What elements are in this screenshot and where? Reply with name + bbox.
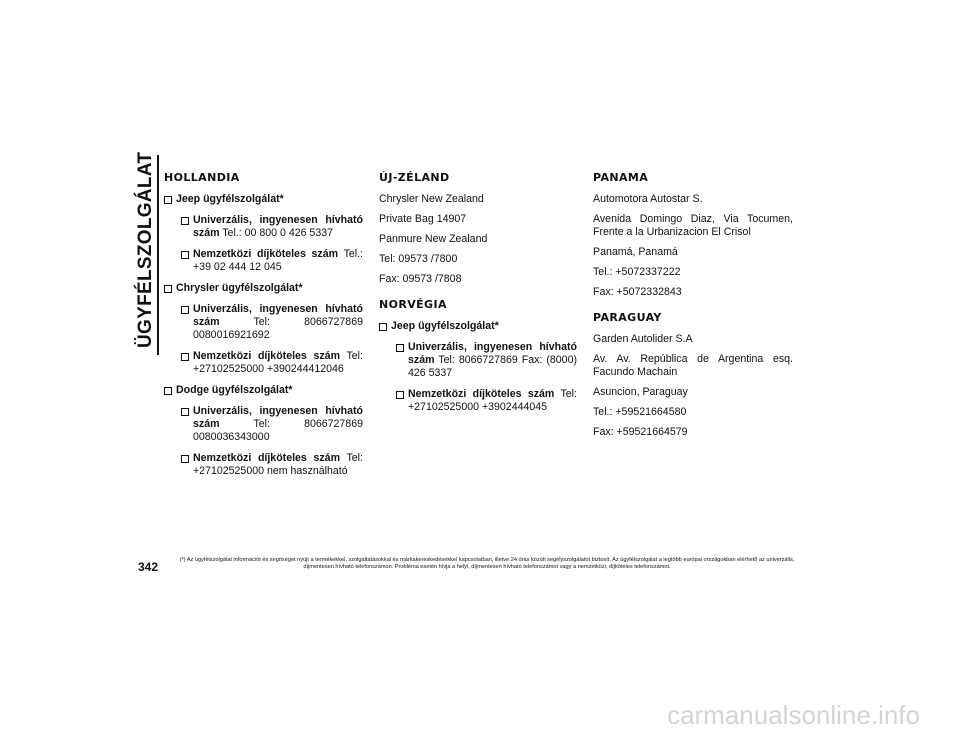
footnote: (*) Az ügyfélszolgálat információt és segítséget nyújt a termékekkel, szolgáltatásokkal és márkakereskedésekkel kapcsolatban, illetve 24 órás közúti segélyszolgálatot biztosít. Az ügyfélszolgálat a legtöbb európai országokban elérhető az univerzális, díjmentesen hívható telefonszámon. Probléma esetén hívja a helyi, díjmentesen hívható telefonszámot vagy a nemzetközi, díjköteles telefonszámot. <box>179 557 795 570</box>
list-item-jeep-universal <box>181 214 363 240</box>
national-label: Nemzetközi díjköteles szám <box>408 388 555 400</box>
checkbox-bullet-icon <box>379 323 387 331</box>
national-label: Nemzetközi díjköteles szám <box>193 350 340 362</box>
checkbox-bullet-icon <box>181 353 189 361</box>
address-line: Av. Av. República de Argentina esq. Facundo Machain <box>593 353 793 378</box>
checkbox-bullet-icon <box>164 285 172 293</box>
column-new-zealand-norway <box>379 171 577 422</box>
jeep-label: Jeep ügyfélszolgálat* <box>176 193 284 205</box>
universal-number: Tel: 8066727869 0080036343000 <box>193 418 363 443</box>
list-item-jeep <box>164 193 363 206</box>
universal-number: Tel: 8066727869 0080016921692 <box>193 316 363 341</box>
checkbox-bullet-icon <box>181 217 189 225</box>
section-side-title: ÜGYFÉLSZOLGÁLAT <box>135 151 156 348</box>
universal-label: Univerzális, ingyenesen hívható szám <box>193 405 363 430</box>
universal-label: Univerzális, ingyenesen hívható szám <box>193 214 363 239</box>
heading-new-zealand: ÚJ-ZÉLAND <box>379 171 450 184</box>
list-item-chrysler-universal <box>181 303 363 342</box>
watermark: carmanualsonline.info <box>667 700 920 730</box>
checkbox-bullet-icon <box>181 306 189 314</box>
universal-label: Univerzális, ingyenesen hívható szám <box>408 341 577 366</box>
address-line: Chrysler New Zealand <box>379 193 484 205</box>
list-item-chrysler-national <box>181 350 363 376</box>
national-number: Tel: +27102525000 +3902444045 <box>408 388 577 413</box>
national-label: Nemzetközi díjköteles szám <box>193 452 340 464</box>
address-line: Private Bag 14907 <box>379 213 467 225</box>
checkbox-bullet-icon <box>181 455 189 463</box>
list-item-chrysler <box>164 282 363 295</box>
address-line: Automotora Autostar S. <box>593 193 703 205</box>
address-line: Panamá, Panamá <box>593 246 678 258</box>
page-number: 342 <box>138 560 159 574</box>
jeep-label: Jeep ügyfélszolgálat* <box>391 320 499 332</box>
side-divider <box>157 155 159 355</box>
fax-line: Fax: 09573 /7808 <box>379 273 462 285</box>
dodge-label: Dodge ügyfélszolgálat* <box>176 384 293 396</box>
phone-line: Tel.: +5072337222 <box>593 266 681 278</box>
heading-hollandia: HOLLANDIA <box>164 171 240 184</box>
checkbox-bullet-icon <box>181 408 189 416</box>
list-item-jeep-national <box>396 388 577 414</box>
address-line: Garden Autolider S.A <box>593 333 693 345</box>
list-item-jeep-universal <box>396 341 577 380</box>
national-number: Tel: +27102525000 nem használható <box>193 452 363 477</box>
address-line: Panmure New Zealand <box>379 233 488 245</box>
national-number: Tel: +27102525000 +390244412046 <box>193 350 363 375</box>
universal-number: Tel.: 00 800 0 426 5337 <box>222 227 334 239</box>
heading-panama: PANAMA <box>593 171 649 184</box>
list-item-jeep <box>379 320 577 333</box>
fax-line: Fax: +5072332843 <box>593 286 682 298</box>
universal-number: Tel: 8066727869 Fax: (8000) 426 5337 <box>408 354 577 379</box>
universal-label: Univerzális, ingyenesen hívható szám <box>193 303 363 328</box>
heading-norway: NORVÉGIA <box>379 298 447 311</box>
address-line: Avenida Domingo Diaz, Via Tocumen, Frente a la Urbanizacion El Crisol <box>593 213 793 238</box>
list-item-dodge-national <box>181 452 363 478</box>
heading-paraguay: PARAGUAY <box>593 311 662 324</box>
chrysler-label: Chrysler ügyfélszolgálat* <box>176 282 303 294</box>
address-line: Asuncion, Paraguay <box>593 386 688 398</box>
checkbox-bullet-icon <box>396 344 404 352</box>
phone-line: Tel: 09573 /7800 <box>379 253 458 265</box>
column-panama-paraguay <box>593 171 793 446</box>
column-hollandia <box>164 171 363 486</box>
checkbox-bullet-icon <box>181 251 189 259</box>
list-item-jeep-national <box>181 248 363 274</box>
checkbox-bullet-icon <box>164 196 172 204</box>
list-item-dodge <box>164 384 363 397</box>
national-number: Tel.: +39 02 444 12 045 <box>193 248 363 273</box>
phone-line: Tel.: +59521664580 <box>593 406 687 418</box>
list-item-dodge-universal <box>181 405 363 444</box>
national-label: Nemzetközi díjköteles szám <box>193 248 339 260</box>
fax-line: Fax: +59521664579 <box>593 426 688 438</box>
checkbox-bullet-icon <box>164 387 172 395</box>
checkbox-bullet-icon <box>396 391 404 399</box>
